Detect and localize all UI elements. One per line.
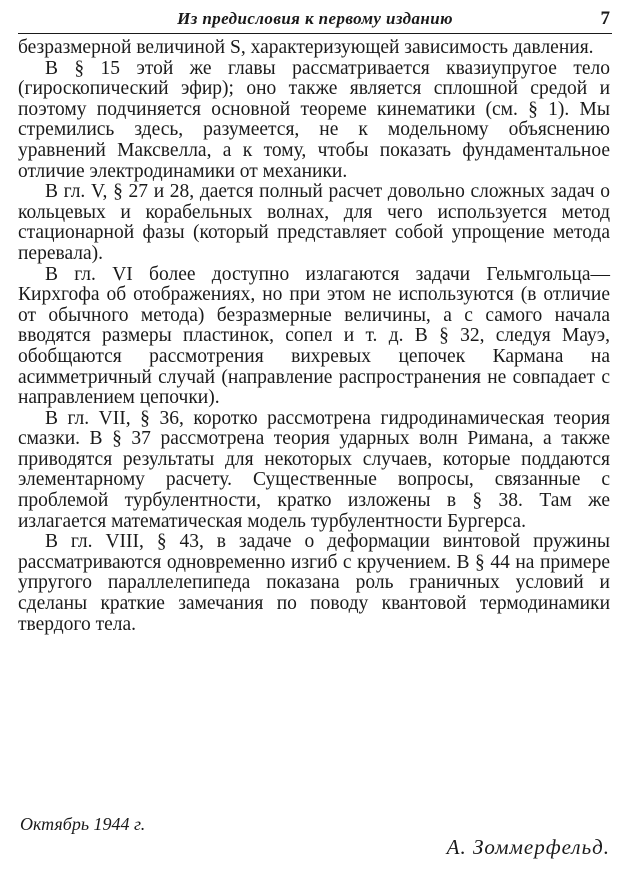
preface-date: Октябрь 1944 г. [20, 814, 146, 834]
page-header [18, 8, 612, 34]
paragraph: безразмерной величиной S, характеризующей зависимость давления. [18, 37, 594, 58]
paragraph: В гл. VIII, § 43, в задаче о деформации винтовой пружины рассматриваются одновременно изгиб с кручением. В § 44 на примере упругого параллелепипеда показана роль граничных условий и сделаны краткие замечания по поводу квантовой термодинамики твердого тела. [18, 531, 610, 635]
paragraph: В гл. VII, § 36, коротко рассмотрена гидродинамическая теория смазки. В § 37 рассмотрена теория ударных волн Римана, а также приводятся результаты для некоторых случаев, которые поддаются элементарному расчету. Существенные вопросы, связанные с проблемой турбулентности, кратко изложены в § 38. Там же излагается математическая модель турбулентности Бургерса. [18, 407, 610, 532]
author-signature: А. Зоммерфельд. [446, 835, 610, 859]
paragraph: В § 15 этой же главы рассматривается квазиупругое тело (гироскопический эфир); оно также является сплошной средой и поэтому подчиняется основной теореме кинематики (см. § 1). Мы стремились здесь, разумеется, не к модельному объяснению уравнений Максвелла, а к тому, чтобы показать фундаментальное отличие электродинамики от механики. [18, 57, 610, 182]
page-number: 7 [600, 8, 610, 29]
paragraph: В гл. VI более доступно излагаются задачи Гельмгольца—Кирхгофа об отображениях, но при этом не используются (в отличие от обычного метода) безразмерные величины, а с самого начала вводятся размеры пластинок, сопел и т. д. В § 32, следуя Мауэ, обобщаются рассмотрения вихревых цепочек Кармана на асимметричный случай (направление распространения не совпадает с направлением цепочки). [18, 263, 610, 409]
running-title: Из предисловия к первому изданию [177, 9, 453, 28]
body-text [18, 38, 610, 635]
paragraph: В гл. V, § 27 и 28, дается полный расчет довольно сложных задач о кольцевых и корабельных волнах, для чего используется метод стационарной фазы (который представляет собой упрощение метода перевала). [18, 181, 610, 264]
